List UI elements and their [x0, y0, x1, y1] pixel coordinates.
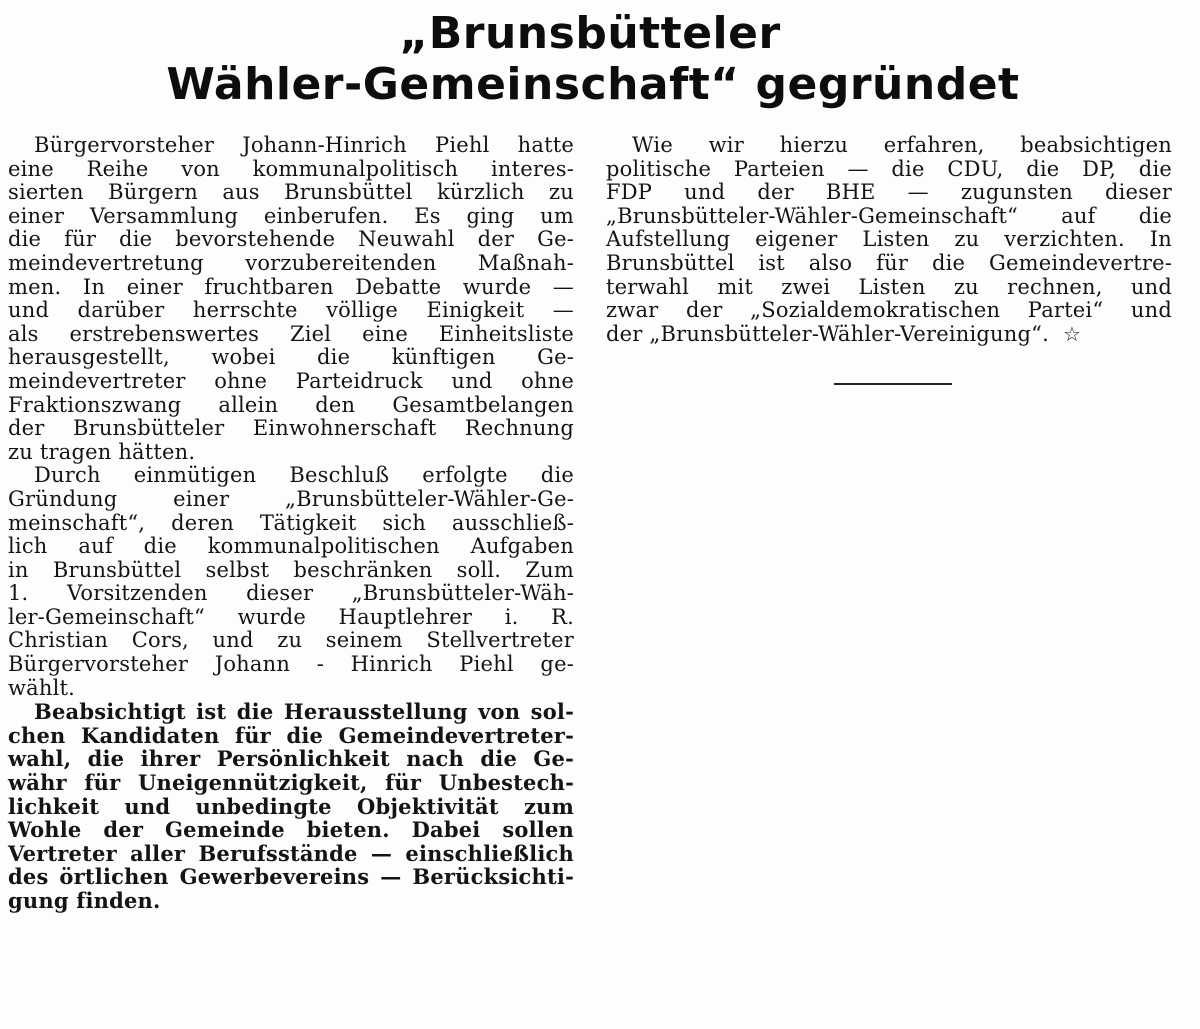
text-line: Aufstellung eigener Listen zu verzichten. In	[606, 227, 1172, 252]
text-line: die für die bevorstehende Neuwahl der Ge-	[8, 227, 574, 252]
text-line: des örtlichen Gewerbevereins — Berücksichti-	[8, 864, 574, 890]
text-line: Wie wir hierzu erfahren, beabsichtigen	[632, 133, 1172, 157]
text-line: der Brunsbütteler Einwohnerschaft Rechnung	[8, 416, 574, 441]
text-line: terwahl mit zwei Listen zu rechnen, und	[606, 274, 1172, 299]
text-line: ler-Gemeinschaft“ wurde Hauptlehrer i. R.	[8, 604, 574, 629]
text-line-final-text: der „Brunsbütteler-Wähler-Vereinigung“.	[606, 321, 1049, 346]
end-divider	[834, 383, 952, 385]
text-line: sierten Bürgern aus Brunsbüttel kürzlich zu	[8, 180, 574, 205]
text-line: als erstrebenswertes Ziel eine Einheitsliste	[8, 321, 574, 346]
text-line: Beabsichtigt ist die Herausstellung von sol-	[34, 699, 574, 725]
text-line: Durch einmütigen Beschluß erfolgte die	[34, 463, 574, 488]
text-line: meindevertretung vorzubereitenden Maßnah-	[8, 250, 574, 275]
text-line: in Brunsbüttel selbst beschränken soll. Zum	[8, 557, 574, 582]
text-line: lich auf die kommunalpolitischen Aufgaben	[8, 534, 574, 559]
text-line-final	[606, 323, 1172, 347]
text-line: chen Kandidaten für die Gemeindevertreter-	[8, 722, 574, 748]
text-line: men. In einer fruchtbaren Debatte wurde —	[8, 274, 574, 299]
text-line: politische Parteien — die CDU, die DP, die	[606, 156, 1172, 181]
left-column	[8, 134, 574, 913]
text-line: wählt.	[8, 675, 76, 700]
text-line: Bürgervorsteher Johann-Hinrich Piehl hatte	[34, 133, 574, 157]
text-line: Christian Cors, und zu seinem Stellvertreter	[8, 628, 574, 653]
text-line: Wohle der Gemeinde bieten. Dabei sollen	[8, 817, 574, 843]
text-line: wahl, die ihrer Persönlichkeit nach die Ge-	[8, 746, 574, 772]
text-line: zwar der „Sozialdemokratischen Partei“ und	[606, 298, 1172, 323]
right-column	[606, 134, 1172, 346]
text-line: Bürgervorsteher Johann - Hinrich Piehl ge-	[8, 652, 574, 677]
text-line: „Brunsbütteler-Wähler-Gemeinschaft“ auf die	[606, 203, 1172, 228]
text-line: lichkeit und unbedingte Objektivität zum	[8, 793, 574, 819]
text-line: eine Reihe von kommunalpolitisch interes-	[8, 156, 574, 181]
text-line: FDP und der BHE — zugunsten dieser	[606, 180, 1172, 205]
star-icon: ☆	[1062, 321, 1082, 346]
text-line: Brunsbüttel ist also für die Gemeindevertre-	[606, 250, 1172, 275]
headline-line-1: „Brunsbütteler	[399, 8, 781, 59]
text-line: meinschaft“, deren Tätigkeit sich ausschließ-	[8, 510, 574, 535]
text-line: einer Versammlung einberufen. Es ging um	[8, 203, 574, 228]
text-line: meindevertreter ohne Parteidruck und ohne	[8, 368, 574, 393]
headline	[0, 8, 1180, 110]
text-line: 1. Vorsitzenden dieser „Brunsbütteler-Wäh-	[8, 581, 574, 606]
text-line: währ für Uneigennützigkeit, für Unbestech-	[8, 770, 574, 796]
text-line: gung finden.	[8, 888, 161, 913]
text-line: Gründung einer „Brunsbütteler-Wähler-Ge-	[8, 486, 574, 511]
text-line: herausgestellt, wobei die künftigen Ge-	[8, 345, 574, 370]
paragraph-resolution	[8, 464, 574, 700]
text-line: Vertreter aller Berufsstände — einschließlich	[8, 840, 574, 866]
paragraph-parties	[606, 134, 1172, 346]
text-line: und darüber herrschte völlige Einigkeit —	[8, 298, 574, 323]
paragraph-candidates	[8, 700, 574, 912]
text-line: zu tragen hätten.	[8, 439, 196, 464]
paragraph-founding-meeting	[8, 134, 574, 464]
text-line: Fraktionszwang allein den Gesamtbelangen	[8, 392, 574, 417]
headline-line-2: Wähler-Gemeinschaft“ gegründet	[166, 59, 1020, 110]
